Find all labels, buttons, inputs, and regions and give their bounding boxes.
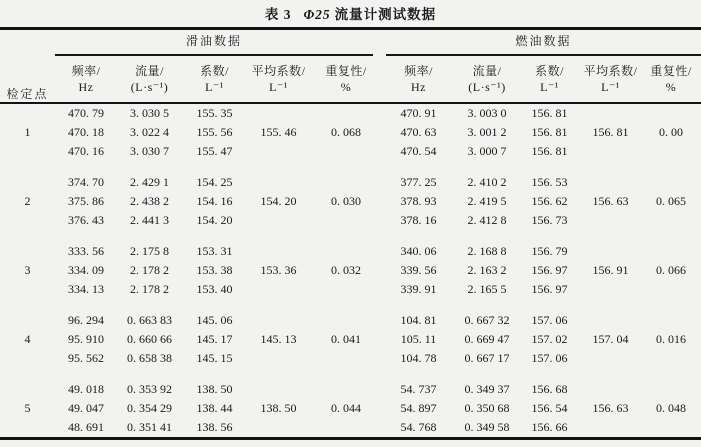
checkpoint-cell xyxy=(0,173,55,192)
lube-coefficient-cell: 155. 47 xyxy=(196,144,233,158)
fuel-average-coefficient-cell: 156. 91 xyxy=(592,263,629,277)
lube-average-coefficient-cell xyxy=(247,380,310,399)
data-row xyxy=(0,142,701,161)
lube-coefficient-cell: 138. 56 xyxy=(196,420,233,434)
lube-flow-cell: 0. 660 66 xyxy=(127,332,172,346)
lube-repeatability-cell: 0. 044 xyxy=(331,401,361,415)
fuel-repeatability-cell xyxy=(641,103,701,123)
fuel-repeatability-cell xyxy=(641,311,701,330)
column-label: 频率/ xyxy=(71,64,101,78)
lube-average-coefficient-cell xyxy=(247,103,310,123)
lube-coefficient-cell: 154. 16 xyxy=(196,194,233,208)
fuel-average-coefficient-cell: 156. 63 xyxy=(592,194,629,208)
lube-average-coefficient-cell: 138. 50 xyxy=(260,401,297,415)
column-label: 平均系数/ xyxy=(251,64,306,78)
fuel-frequency-cell: 105. 11 xyxy=(400,332,437,346)
table-number: 表 3 xyxy=(264,7,292,22)
lube-repeatability-cell: 0. 032 xyxy=(331,263,361,277)
group-header-fuel-oil xyxy=(382,29,701,57)
lube-flow-cell: 2. 438 2 xyxy=(130,194,169,208)
lube-coefficient-cell: 155. 35 xyxy=(196,106,233,120)
fuel-repeatability-cell xyxy=(641,280,701,299)
fuel-coefficient-cell: 156. 79 xyxy=(531,244,568,258)
lube-frequency-cell: 95. 562 xyxy=(68,351,104,365)
lube-repeatability-cell xyxy=(310,418,382,439)
fuel-flow-cell: 0. 667 17 xyxy=(464,351,510,365)
fuel-average-coefficient-cell xyxy=(580,142,641,161)
column-unit: L⁻¹ xyxy=(205,80,224,94)
column-label: 系数/ xyxy=(200,64,229,78)
fuel-frequency-cell: 339. 56 xyxy=(400,263,437,277)
fuel-coefficient-cell: 157. 06 xyxy=(531,351,568,365)
checkpoint-cell xyxy=(0,142,55,161)
lube-frequency-cell: 333. 56 xyxy=(68,244,104,258)
column-header-fuel-average-coefficient xyxy=(580,56,641,103)
fuel-frequency-cell: 378. 93 xyxy=(400,194,437,208)
lube-average-coefficient-cell xyxy=(247,173,310,192)
table-title xyxy=(0,3,701,23)
fuel-repeatability-cell xyxy=(641,380,701,399)
checkpoint-cell: 5 xyxy=(24,401,31,415)
lube-flow-cell: 0. 354 29 xyxy=(127,401,172,415)
column-header-lube-frequency xyxy=(55,56,117,103)
checkpoint-cell xyxy=(0,349,55,368)
checkpoint-cell xyxy=(0,380,55,399)
lube-frequency-cell: 48. 691 xyxy=(68,420,104,434)
data-row xyxy=(0,380,701,399)
lube-average-coefficient-cell xyxy=(247,280,310,299)
fuel-average-coefficient-cell xyxy=(580,280,641,299)
group-header-lube-oil xyxy=(55,29,382,57)
fuel-repeatability-cell: 0. 00 xyxy=(659,125,684,139)
fuel-frequency-cell: 340. 06 xyxy=(400,244,437,258)
fuel-coefficient-cell: 156. 73 xyxy=(531,213,568,227)
column-header-lube-flow xyxy=(117,56,182,103)
column-label: 流量/ xyxy=(472,64,502,78)
lube-coefficient-cell: 155. 56 xyxy=(196,125,233,139)
lube-repeatability-cell xyxy=(310,311,382,330)
fuel-average-coefficient-cell xyxy=(580,380,641,399)
column-label: 重复性/ xyxy=(650,64,692,78)
data-row xyxy=(0,418,701,439)
data-row xyxy=(0,211,701,230)
fuel-repeatability-cell xyxy=(641,142,701,161)
checkpoint-cell xyxy=(0,103,55,123)
lube-average-coefficient-cell: 154. 20 xyxy=(260,194,297,208)
lube-coefficient-cell: 145. 17 xyxy=(196,332,233,346)
lube-average-coefficient-cell xyxy=(247,418,310,439)
column-unit: % xyxy=(665,80,677,94)
fuel-coefficient-cell: 156. 62 xyxy=(531,194,568,208)
fuel-average-coefficient-cell: 156. 63 xyxy=(592,401,629,415)
fuel-average-coefficient-cell xyxy=(580,211,641,230)
fuel-average-coefficient-cell xyxy=(580,242,641,261)
lube-flow-cell: 0. 353 92 xyxy=(127,382,172,396)
lube-flow-cell: 2. 175 8 xyxy=(130,244,169,258)
lube-flow-cell: 2. 178 2 xyxy=(130,263,169,277)
column-unit: Hz xyxy=(78,80,94,94)
data-row xyxy=(0,280,701,299)
fuel-average-coefficient-cell xyxy=(580,103,641,123)
lube-flow-cell: 3. 030 7 xyxy=(130,144,169,158)
data-row xyxy=(0,330,701,349)
fuel-coefficient-cell: 157. 06 xyxy=(531,313,568,327)
fuel-repeatability-cell xyxy=(641,211,701,230)
fuel-coefficient-cell: 156. 81 xyxy=(531,125,568,139)
fuel-repeatability-cell xyxy=(641,349,701,368)
lube-frequency-cell: 470. 18 xyxy=(68,125,104,139)
column-header-lube-average-coefficient xyxy=(247,56,310,103)
checkpoint-cell xyxy=(0,211,55,230)
column-unit: L⁻¹ xyxy=(601,80,620,94)
lube-frequency-cell: 49. 018 xyxy=(68,382,104,396)
lube-average-coefficient-cell xyxy=(247,242,310,261)
fuel-coefficient-cell: 157. 02 xyxy=(531,332,568,346)
lube-average-coefficient-cell: 145. 13 xyxy=(260,332,297,346)
lube-average-coefficient-cell xyxy=(247,311,310,330)
fuel-average-coefficient-cell: 157. 04 xyxy=(592,332,629,346)
lube-repeatability-cell xyxy=(310,103,382,123)
fuel-flow-cell: 2. 165 5 xyxy=(467,282,507,296)
group-spacer-cell xyxy=(0,368,701,380)
fuel-flow-cell: 0. 667 32 xyxy=(464,313,510,327)
lube-frequency-cell: 470. 79 xyxy=(68,106,104,120)
data-row xyxy=(0,192,701,211)
lube-frequency-cell: 96. 294 xyxy=(68,313,104,327)
group-spacer-cell xyxy=(0,230,701,242)
fuel-frequency-cell: 470. 63 xyxy=(400,125,437,139)
column-unit: % xyxy=(340,80,352,94)
group-header-fuel-oil-label: 燃油数据 xyxy=(386,30,701,56)
checkpoint-cell: 4 xyxy=(24,332,31,346)
data-row xyxy=(0,399,701,418)
fuel-frequency-cell: 104. 78 xyxy=(400,351,437,365)
lube-repeatability-cell: 0. 041 xyxy=(331,332,361,346)
lube-flow-cell: 2. 441 3 xyxy=(130,213,169,227)
column-label: 频率/ xyxy=(404,64,433,78)
data-row xyxy=(0,349,701,368)
lube-repeatability-cell xyxy=(310,380,382,399)
column-label: 重复性/ xyxy=(325,64,367,78)
fuel-flow-cell: 3. 001 2 xyxy=(467,125,507,139)
lube-repeatability-cell: 0. 068 xyxy=(331,125,361,139)
column-header-lube-repeatability xyxy=(310,56,382,103)
fuel-repeatability-cell: 0. 066 xyxy=(656,263,687,277)
lube-frequency-cell: 334. 13 xyxy=(68,282,104,296)
fuel-frequency-cell: 54. 768 xyxy=(400,420,437,434)
fuel-flow-cell: 2. 412 8 xyxy=(467,213,507,227)
checkpoint-cell xyxy=(0,418,55,439)
column-unit: L⁻¹ xyxy=(540,80,559,94)
data-row xyxy=(0,261,701,280)
lube-average-coefficient-cell: 153. 36 xyxy=(260,263,297,277)
fuel-flow-cell: 0. 349 58 xyxy=(464,420,510,434)
lube-frequency-cell: 49. 047 xyxy=(68,401,104,415)
fuel-flow-cell: 2. 168 8 xyxy=(467,244,507,258)
column-unit: L⁻¹ xyxy=(269,80,288,94)
lube-coefficient-cell: 153. 31 xyxy=(196,244,233,258)
fuel-average-coefficient-cell: 156. 81 xyxy=(592,125,629,139)
fuel-flow-cell: 3. 003 0 xyxy=(467,106,507,120)
column-unit: Hz xyxy=(411,80,427,94)
group-spacer-row xyxy=(0,368,701,380)
lube-flow-cell: 0. 663 83 xyxy=(127,313,172,327)
fuel-average-coefficient-cell xyxy=(580,349,641,368)
fuel-frequency-cell: 339. 91 xyxy=(400,282,437,296)
fuel-frequency-cell: 54. 897 xyxy=(400,401,437,415)
column-header-fuel-repeatability xyxy=(641,56,701,103)
group-spacer-row xyxy=(0,161,701,173)
column-unit: (L·s⁻¹) xyxy=(468,80,506,94)
group-spacer-row xyxy=(0,299,701,311)
fuel-coefficient-cell: 156. 54 xyxy=(531,401,568,415)
fuel-coefficient-cell: 156. 81 xyxy=(531,106,568,120)
table-body xyxy=(0,103,701,439)
lube-frequency-cell: 334. 09 xyxy=(68,263,104,277)
fuel-repeatability-cell: 0. 048 xyxy=(656,401,687,415)
checkpoint-cell xyxy=(0,280,55,299)
fuel-average-coefficient-cell xyxy=(580,418,641,439)
lube-coefficient-cell: 154. 25 xyxy=(196,175,233,189)
lube-coefficient-cell: 154. 20 xyxy=(196,213,233,227)
lube-repeatability-cell xyxy=(310,142,382,161)
lube-coefficient-cell: 138. 44 xyxy=(196,401,233,415)
fuel-coefficient-cell: 156. 68 xyxy=(531,382,568,396)
lube-average-coefficient-cell xyxy=(247,142,310,161)
flow-meter-test-table xyxy=(0,27,701,440)
checkpoint-cell: 1 xyxy=(24,125,31,139)
lube-repeatability-cell xyxy=(310,280,382,299)
lube-coefficient-cell: 145. 15 xyxy=(196,351,233,365)
fuel-repeatability-cell: 0. 016 xyxy=(656,332,687,346)
fuel-average-coefficient-cell xyxy=(580,173,641,192)
lube-flow-cell: 0. 351 41 xyxy=(127,420,172,434)
data-row xyxy=(0,242,701,261)
lube-repeatability-cell xyxy=(310,173,382,192)
lube-coefficient-cell: 153. 38 xyxy=(196,263,233,277)
fuel-frequency-cell: 470. 91 xyxy=(400,106,437,120)
data-row xyxy=(0,173,701,192)
fuel-frequency-cell: 104. 81 xyxy=(400,313,437,327)
fuel-flow-cell: 3. 000 7 xyxy=(467,144,507,158)
lube-frequency-cell: 375. 86 xyxy=(68,194,104,208)
lube-flow-cell: 2. 429 1 xyxy=(130,175,169,189)
fuel-coefficient-cell: 156. 97 xyxy=(531,282,568,296)
fuel-coefficient-cell: 156. 66 xyxy=(531,420,568,434)
group-spacer-cell xyxy=(0,299,701,311)
group-header-lube-oil-label: 滑油数据 xyxy=(55,30,373,56)
fuel-flow-cell: 0. 669 47 xyxy=(464,332,510,346)
fuel-average-coefficient-cell xyxy=(580,311,641,330)
lube-coefficient-cell: 153. 40 xyxy=(196,282,233,296)
fuel-frequency-cell: 378. 16 xyxy=(400,213,437,227)
lube-flow-cell: 3. 022 4 xyxy=(130,125,169,139)
checkpoint-cell: 2 xyxy=(24,194,31,208)
fuel-flow-cell: 2. 419 5 xyxy=(467,194,507,208)
lube-average-coefficient-cell xyxy=(247,211,310,230)
table-title-text: 流量计测试数据 xyxy=(334,7,437,22)
lube-frequency-cell: 374. 70 xyxy=(68,175,104,189)
fuel-flow-cell: 0. 350 68 xyxy=(464,401,510,415)
lube-coefficient-cell: 138. 50 xyxy=(196,382,233,396)
fuel-coefficient-cell: 156. 81 xyxy=(531,144,568,158)
lube-average-coefficient-cell: 155. 46 xyxy=(260,125,297,139)
fuel-flow-cell: 2. 410 2 xyxy=(467,175,507,189)
data-row xyxy=(0,123,701,142)
lube-repeatability-cell xyxy=(310,349,382,368)
fuel-coefficient-cell: 156. 97 xyxy=(531,263,568,277)
fuel-frequency-cell: 377. 25 xyxy=(400,175,437,189)
column-label: 流量/ xyxy=(135,64,164,78)
lube-frequency-cell: 470. 16 xyxy=(68,144,104,158)
column-header-fuel-flow xyxy=(455,56,519,103)
lube-flow-cell: 2. 178 2 xyxy=(130,282,169,296)
column-label: 平均系数/ xyxy=(583,64,638,78)
fuel-frequency-cell: 54. 737 xyxy=(400,382,437,396)
table-title-phi: Φ25 xyxy=(303,7,331,22)
fuel-repeatability-cell xyxy=(641,418,701,439)
column-unit: (L·s⁻¹) xyxy=(130,80,169,94)
fuel-repeatability-cell xyxy=(641,242,701,261)
column-header-fuel-coefficient xyxy=(519,56,580,103)
column-label: 系数/ xyxy=(535,64,564,78)
checkpoint-cell xyxy=(0,242,55,261)
lube-flow-cell: 3. 030 5 xyxy=(130,106,169,120)
data-row xyxy=(0,103,701,123)
fuel-repeatability-cell: 0. 065 xyxy=(656,194,687,208)
fuel-flow-cell: 0. 349 37 xyxy=(464,382,510,396)
column-header-fuel-frequency xyxy=(382,56,455,103)
checkpoint-cell xyxy=(0,311,55,330)
column-header-checkpoint: 检定点 xyxy=(0,29,55,104)
lube-frequency-cell: 376. 43 xyxy=(68,213,104,227)
group-spacer-cell xyxy=(0,161,701,173)
lube-coefficient-cell: 145. 06 xyxy=(196,313,233,327)
group-spacer-row xyxy=(0,230,701,242)
lube-frequency-cell: 95. 910 xyxy=(68,332,104,346)
column-header-lube-coefficient xyxy=(182,56,247,103)
fuel-repeatability-cell xyxy=(641,173,701,192)
fuel-frequency-cell: 470. 54 xyxy=(400,144,437,158)
lube-repeatability-cell: 0. 030 xyxy=(331,194,361,208)
fuel-coefficient-cell: 156. 53 xyxy=(531,175,568,189)
lube-repeatability-cell xyxy=(310,242,382,261)
fuel-flow-cell: 2. 163 2 xyxy=(467,263,507,277)
checkpoint-cell: 3 xyxy=(24,263,31,277)
lube-repeatability-cell xyxy=(310,211,382,230)
lube-flow-cell: 0. 658 38 xyxy=(127,351,172,365)
data-row xyxy=(0,311,701,330)
lube-average-coefficient-cell xyxy=(247,349,310,368)
